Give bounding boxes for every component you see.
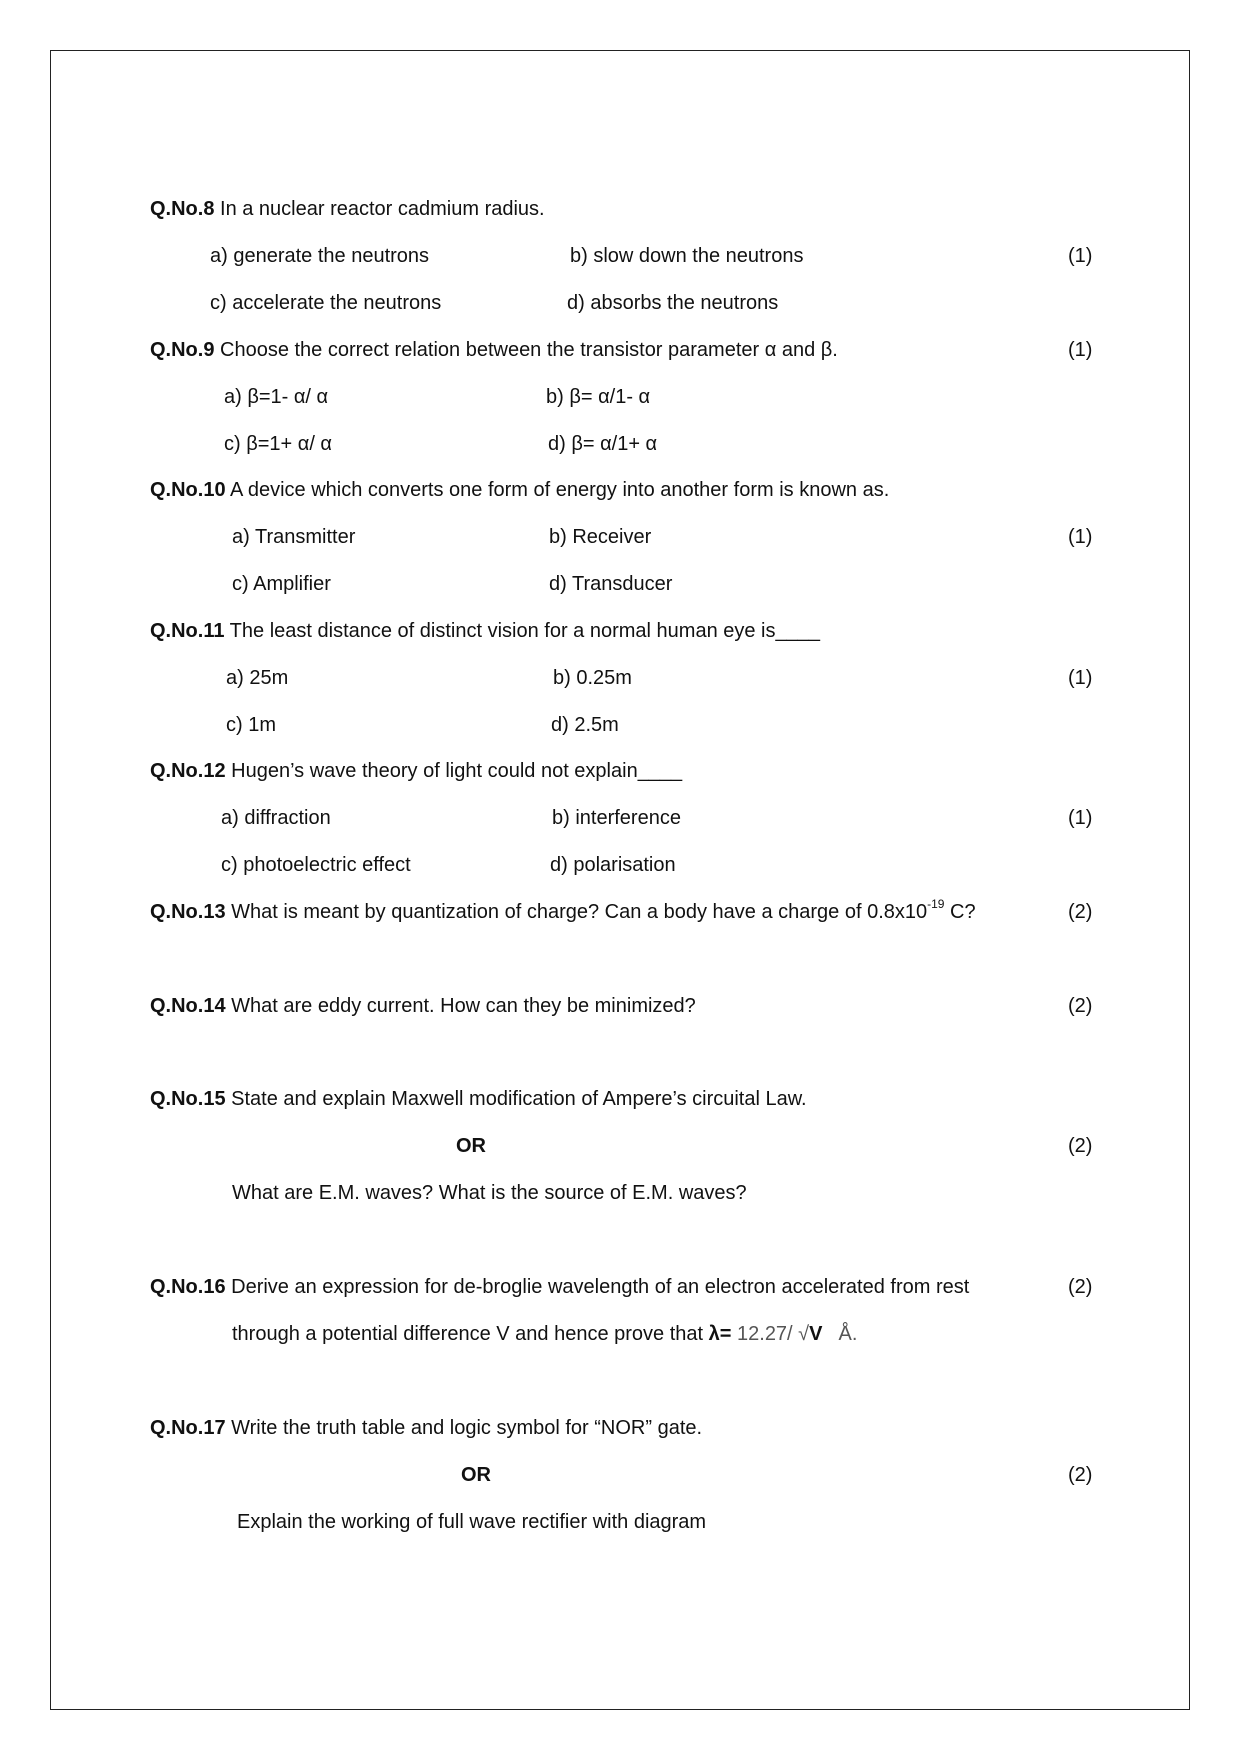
question-17 [150,1415,702,1441]
marks: (1) [1068,339,1093,361]
option-d: d) Transducer [549,573,673,595]
question-9 [150,337,838,363]
marks: (1) [1068,526,1093,548]
marks: (2) [1068,1135,1093,1157]
question-12 [150,758,682,784]
question-text: Write the truth table and logic symbol for “NOR” gate. [225,1417,703,1439]
marks: (2) [1068,1464,1093,1486]
marks: (2) [1068,995,1093,1017]
option-d: d) absorbs the neutrons [567,292,779,314]
option-a: a) Transmitter [232,526,356,548]
question-text: Choose the correct relation between the transistor parameter α and β. [214,339,838,361]
marks: (1) [1068,245,1093,267]
question-11 [150,618,820,644]
question-14 [150,993,696,1019]
question-number: Q.No.15 [150,1088,226,1110]
marks: (2) [1068,1276,1093,1298]
lambda-symbol: λ= [708,1323,732,1345]
option-b: b) β= α/1- α [546,386,651,408]
question-8 [150,196,545,222]
or-separator: OR [456,1135,486,1157]
question-text: A device which converts one form of energy into another form is known as. [225,479,890,501]
question-text: Derive an expression for de-broglie wavelength of an electron accelerated from rest [225,1276,970,1298]
question-16-line-2 [232,1321,857,1347]
alternate-question: What are E.M. waves? What is the source of E.M. waves? [232,1182,747,1204]
or-separator: OR [461,1464,491,1486]
option-a: a) β=1- α/ α [224,386,329,408]
option-c: c) photoelectric effect [221,854,411,876]
option-c: c) accelerate the neutrons [210,292,442,314]
question-number: Q.No.10 [150,479,226,501]
question-text: through a potential difference V and hence prove that [232,1323,709,1345]
option-b: b) 0.25m [553,667,632,689]
option-c: c) β=1+ α/ α [224,433,332,455]
question-number: Q.No.17 [150,1417,226,1439]
question-number: Q.No.16 [150,1276,226,1298]
marks: (1) [1068,807,1093,829]
option-d: d) polarisation [550,854,676,876]
option-d: d) 2.5m [551,714,619,736]
marks: (2) [1068,901,1093,923]
option-b: b) interference [552,807,681,829]
option-d: d) β= α/1+ α [548,433,658,455]
question-text: Hugen’s wave theory of light could not explain____ [225,760,683,782]
option-c: c) Amplifier [232,573,331,595]
question-text: In a nuclear reactor cadmium radius. [214,198,545,220]
question-10 [150,477,889,503]
question-15 [150,1086,807,1112]
question-16 [150,1274,969,1300]
alternate-question: Explain the working of full wave rectifier with diagram [237,1511,707,1533]
question-number: Q.No.13 [150,901,226,923]
question-number: Q.No.9 [150,339,215,361]
option-c: c) 1m [226,714,276,736]
angstrom-unit: Å. [838,1323,858,1345]
question-13 [150,899,976,925]
question-text: What are eddy current. How can they be minimized? [225,995,696,1017]
question-text: State and explain Maxwell modification of Ampere’s circuital Law. [225,1088,807,1110]
question-number: Q.No.11 [150,620,225,642]
question-number: Q.No.12 [150,760,226,782]
question-text: What is meant by quantization of charge? Can a body have a charge of 0.8x10 [225,901,928,923]
option-a: a) 25m [226,667,289,689]
question-text-tail: C? [944,901,976,923]
marks: (1) [1068,667,1093,689]
option-b: b) Receiver [549,526,652,548]
option-a: a) generate the neutrons [210,245,430,267]
formula-variable: V [809,1323,823,1345]
question-number: Q.No.14 [150,995,226,1017]
exponent: -19 [927,897,945,912]
option-b: b) slow down the neutrons [570,245,804,267]
formula: 12.27/ √ [731,1323,810,1345]
option-a: a) diffraction [221,807,331,829]
question-number: Q.No.8 [150,198,215,220]
question-text: The least distance of distinct vision for a normal human eye is____ [224,620,820,642]
